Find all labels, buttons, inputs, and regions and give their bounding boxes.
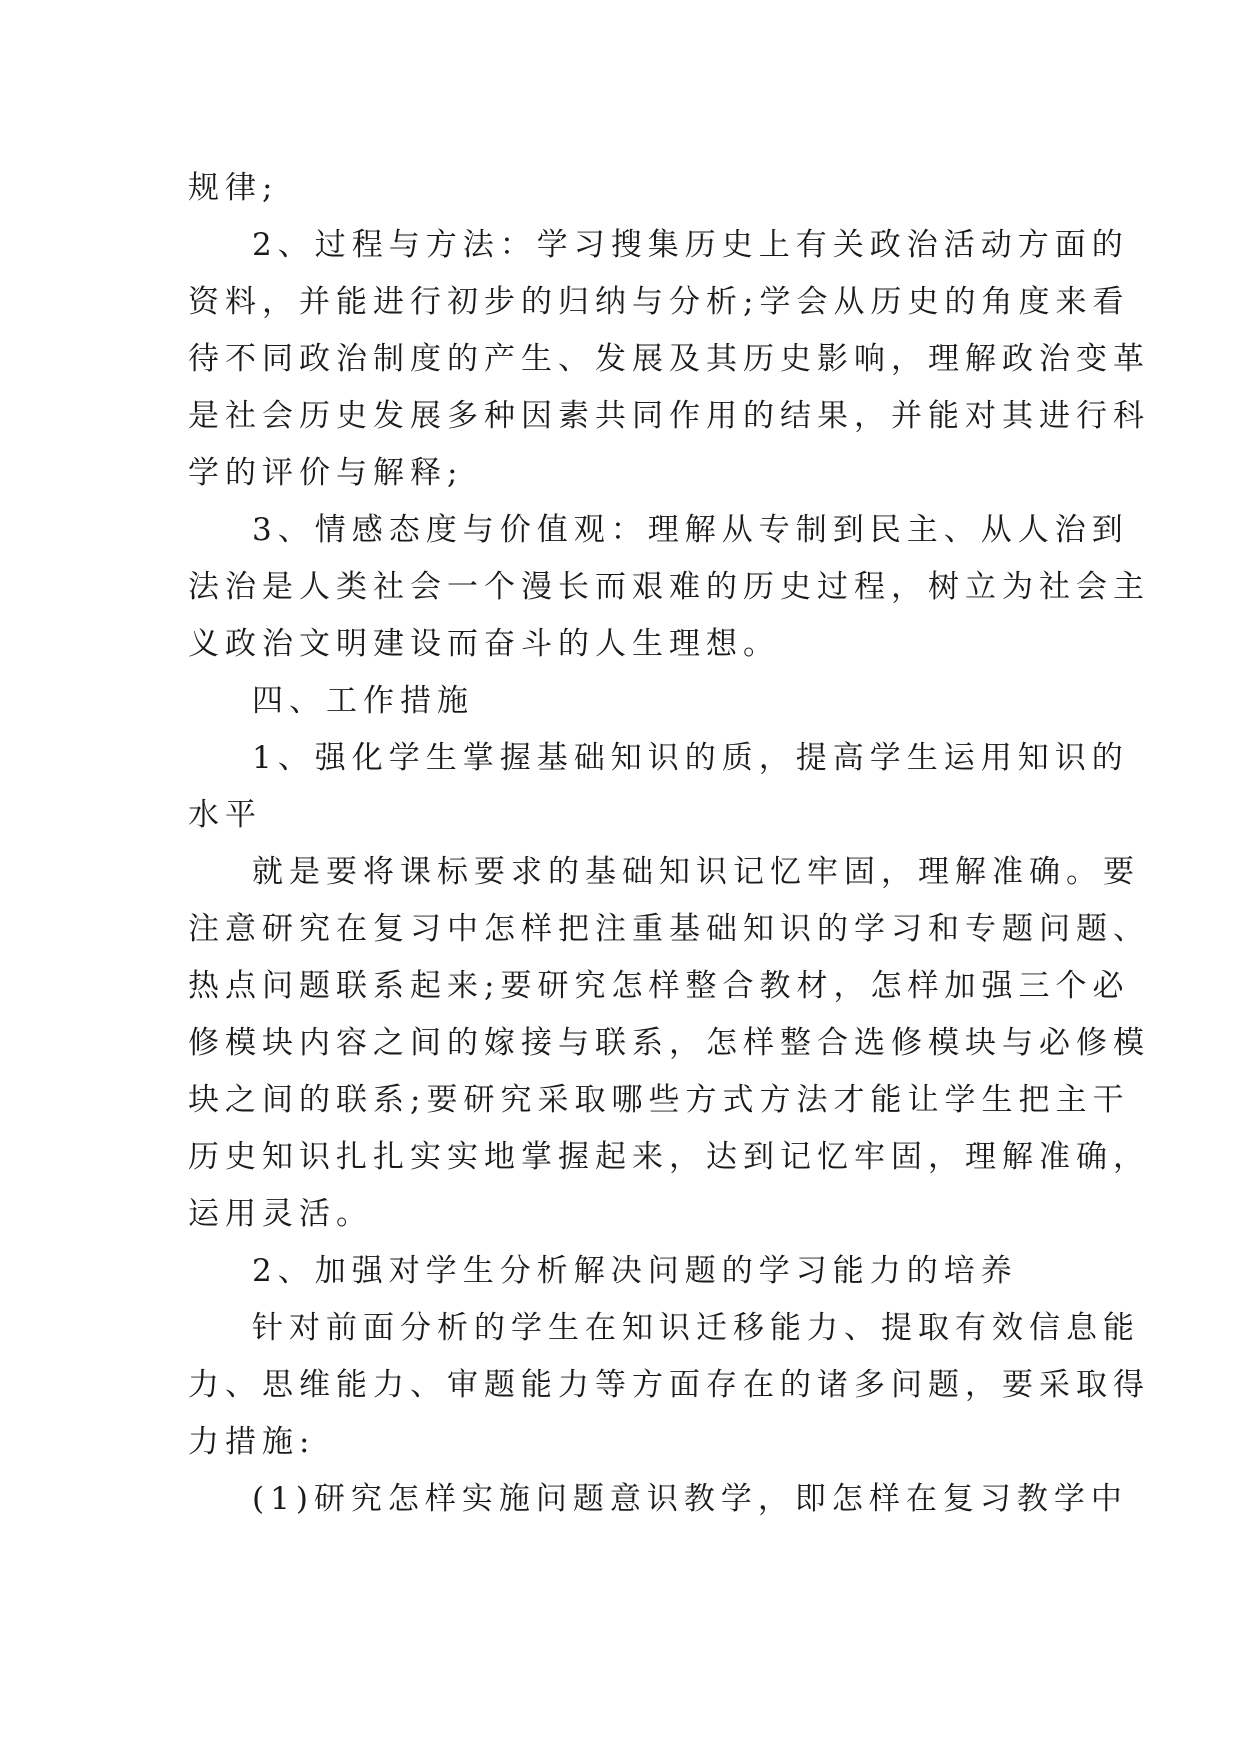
text-line: 热点问题联系起来;要研究怎样整合教材，怎样加强三个必: [188, 968, 1130, 1004]
text-line: 块之间的联系;要研究采取哪些方式方法才能让学生把主干: [188, 1082, 1130, 1118]
text-line: 水平: [188, 797, 262, 833]
text-line: 力措施:: [188, 1424, 316, 1460]
text-line: 3、情感态度与价值观：理解从专制到民主、从人治到: [252, 512, 1129, 548]
text-line: 规律;: [188, 170, 279, 206]
section-heading: 四、工作措施: [252, 683, 474, 719]
text-line: 针对前面分析的学生在知识迁移能力、提取有效信息能: [252, 1310, 1140, 1346]
text-line: 历史知识扎扎实实地掌握起来，达到记忆牢固，理解准确，: [188, 1139, 1150, 1175]
subsection-heading: 2、加强对学生分析解决问题的学习能力的培养: [252, 1253, 1018, 1289]
text-line: 学的评价与解释;: [188, 455, 464, 491]
subsection-heading: 1、强化学生掌握基础知识的质，提高学生运用知识的: [252, 740, 1129, 776]
text-line: 义政治文明建设而奋斗的人生理想。: [188, 626, 780, 662]
text-line: 待不同政治制度的产生、发展及其历史影响，理解政治变革: [188, 341, 1150, 377]
text-line: 注意研究在复习中怎样把注重基础知识的学习和专题问题、: [188, 911, 1150, 947]
text-line: 法治是人类社会一个漫长而艰难的历史过程，树立为社会主: [188, 569, 1150, 605]
text-line: 运用灵活。: [188, 1196, 373, 1232]
text-line: 资料，并能进行初步的归纳与分析;学会从历史的角度来看: [188, 284, 1130, 320]
text-line: 2、过程与方法：学习搜集历史上有关政治活动方面的: [252, 227, 1129, 263]
text-line: 力、思维能力、审题能力等方面存在的诸多问题，要采取得: [188, 1367, 1150, 1403]
text-line: 修模块内容之间的嫁接与联系，怎样整合选修模块与必修模: [188, 1025, 1150, 1061]
document-body: [188, 160, 1150, 1528]
text-line: 就是要将课标要求的基础知识记忆牢固，理解准确。要: [252, 854, 1140, 890]
text-line: 是社会历史发展多种因素共同作用的结果，并能对其进行科: [188, 398, 1150, 434]
text-line: (1)研究怎样实施问题意识教学，即怎样在复习教学中: [252, 1481, 1128, 1517]
